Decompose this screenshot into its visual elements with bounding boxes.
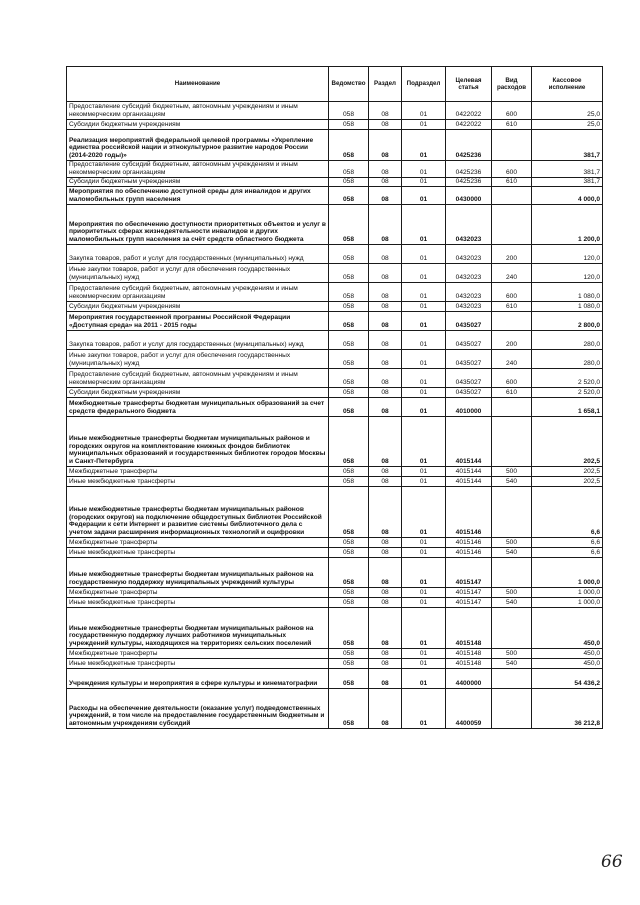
row-expense-type: 600 <box>492 102 532 120</box>
table-row <box>67 283 603 302</box>
row-target-article: 4015147 <box>446 558 492 588</box>
row-section: 08 <box>369 205 402 245</box>
budget-table-container <box>66 66 602 729</box>
row-department: 058 <box>329 331 369 350</box>
table-row <box>67 161 603 178</box>
row-expense-type: 600 <box>492 369 532 388</box>
row-section: 08 <box>369 283 402 302</box>
table-body <box>67 102 603 729</box>
row-amount: 2 520,0 <box>532 369 603 388</box>
row-subsection: 01 <box>402 369 446 388</box>
row-name: Иные межбюджетные трансферты бюджетам муниципальных районов на государственную поддержку лучших работников муниципальных учреждений культуры, находящихся на территориях сельских поселений <box>67 608 329 649</box>
budget-table <box>66 66 603 729</box>
table-row <box>67 467 603 477</box>
row-department: 058 <box>329 178 369 187</box>
row-subsection: 01 <box>402 388 446 398</box>
row-subsection: 01 <box>402 161 446 178</box>
row-department: 058 <box>329 598 369 608</box>
table-header-row <box>67 67 603 102</box>
row-department: 058 <box>329 130 369 161</box>
row-expense-type: 540 <box>492 659 532 669</box>
row-section: 08 <box>369 120 402 130</box>
row-expense-type <box>492 487 532 538</box>
row-section: 08 <box>369 417 402 467</box>
row-department: 058 <box>329 187 369 205</box>
row-name: Межбюджетные трансферты <box>67 649 329 659</box>
row-name: Иные закупки товаров, работ и услуг для обеспечения государственных (муниципальных) нужд <box>67 264 329 283</box>
table-row <box>67 369 603 388</box>
row-target-article: 4015144 <box>446 477 492 487</box>
row-subsection: 01 <box>402 608 446 649</box>
row-section: 08 <box>369 102 402 120</box>
table-row <box>67 130 603 161</box>
column-header-department: Ведомство <box>329 67 369 102</box>
row-expense-type: 540 <box>492 548 532 558</box>
row-name: Мероприятия по обеспечению доступной среды для инвалидов и других маломобильных групп населения <box>67 187 329 205</box>
row-amount: 1 000,0 <box>532 558 603 588</box>
row-expense-type: 240 <box>492 264 532 283</box>
row-section: 08 <box>369 245 402 264</box>
row-expense-type: 200 <box>492 331 532 350</box>
row-section: 08 <box>369 467 402 477</box>
column-header-subsection: Подраздел <box>402 67 446 102</box>
row-subsection: 01 <box>402 398 446 417</box>
row-target-article: 4015147 <box>446 588 492 598</box>
row-name: Закупка товаров, работ и услуг для государственных (муниципальных) нужд <box>67 331 329 350</box>
row-target-article: 0432023 <box>446 264 492 283</box>
row-department: 058 <box>329 264 369 283</box>
row-name: Мероприятия государственной программы Российской Федерации «Доступная среда» на 2011 - 2015 годы <box>67 312 329 331</box>
row-target-article: 4015144 <box>446 417 492 467</box>
row-section: 08 <box>369 178 402 187</box>
table-row <box>67 120 603 130</box>
table-row <box>67 548 603 558</box>
row-subsection: 01 <box>402 350 446 369</box>
row-expense-type <box>492 130 532 161</box>
row-name: Предоставление субсидий бюджетным, автономным учреждениям и иным некоммерческим организациям <box>67 102 329 120</box>
row-section: 08 <box>369 487 402 538</box>
row-expense-type <box>492 417 532 467</box>
row-name: Субсидии бюджетным учреждениям <box>67 178 329 187</box>
row-expense-type: 500 <box>492 588 532 598</box>
row-subsection: 01 <box>402 205 446 245</box>
row-department: 058 <box>329 350 369 369</box>
row-section: 08 <box>369 350 402 369</box>
row-amount: 450,0 <box>532 649 603 659</box>
row-subsection: 01 <box>402 245 446 264</box>
row-section: 08 <box>369 161 402 178</box>
column-header-cash-execution: Кассовое исполнение <box>532 67 603 102</box>
row-target-article: 0430000 <box>446 187 492 205</box>
row-section: 08 <box>369 369 402 388</box>
row-section: 08 <box>369 331 402 350</box>
row-expense-type: 540 <box>492 477 532 487</box>
row-target-article: 4015148 <box>446 649 492 659</box>
row-expense-type: 240 <box>492 350 532 369</box>
row-subsection: 01 <box>402 264 446 283</box>
row-expense-type: 200 <box>492 245 532 264</box>
row-name: Иные межбюджетные трансферты <box>67 548 329 558</box>
row-expense-type: 610 <box>492 388 532 398</box>
row-section: 08 <box>369 588 402 598</box>
row-expense-type: 610 <box>492 120 532 130</box>
row-name: Иные межбюджетные трансферты <box>67 477 329 487</box>
row-section: 08 <box>369 689 402 729</box>
row-section: 08 <box>369 598 402 608</box>
row-target-article: 4400000 <box>446 669 492 689</box>
row-target-article: 4400059 <box>446 689 492 729</box>
row-department: 058 <box>329 283 369 302</box>
row-department: 058 <box>329 388 369 398</box>
row-amount: 36 212,8 <box>532 689 603 729</box>
table-row <box>67 417 603 467</box>
row-department: 058 <box>329 205 369 245</box>
row-name: Мероприятия по обеспечению доступности приоритетных объектов и услуг в приоритетных сферах жизнедеятельности инвалидов и других маломобильных групп населения за счёт средств областного бюджета <box>67 205 329 245</box>
row-target-article: 4015146 <box>446 538 492 548</box>
row-name: Субсидии бюджетным учреждениям <box>67 302 329 312</box>
row-subsection: 01 <box>402 178 446 187</box>
row-target-article: 0435027 <box>446 331 492 350</box>
row-amount: 6,6 <box>532 487 603 538</box>
row-amount: 1 658,1 <box>532 398 603 417</box>
row-department: 058 <box>329 120 369 130</box>
row-subsection: 01 <box>402 669 446 689</box>
row-department: 058 <box>329 588 369 598</box>
row-name: Учреждения культуры и мероприятия в сфере культуры и кинематографии <box>67 669 329 689</box>
row-section: 08 <box>369 264 402 283</box>
row-department: 058 <box>329 417 369 467</box>
row-section: 08 <box>369 477 402 487</box>
row-target-article: 0422022 <box>446 120 492 130</box>
row-section: 08 <box>369 608 402 649</box>
row-amount: 6,6 <box>532 538 603 548</box>
row-expense-type <box>492 558 532 588</box>
row-subsection: 01 <box>402 558 446 588</box>
row-target-article: 0432023 <box>446 205 492 245</box>
row-target-article: 0432023 <box>446 245 492 264</box>
row-amount: 120,0 <box>532 264 603 283</box>
row-amount: 381,7 <box>532 130 603 161</box>
row-department: 058 <box>329 548 369 558</box>
table-row <box>67 331 603 350</box>
row-section: 08 <box>369 548 402 558</box>
table-row <box>67 102 603 120</box>
row-section: 08 <box>369 538 402 548</box>
row-amount: 280,0 <box>532 350 603 369</box>
table-row <box>67 187 603 205</box>
row-amount: 381,7 <box>532 178 603 187</box>
row-section: 08 <box>369 187 402 205</box>
row-target-article: 4015146 <box>446 548 492 558</box>
row-expense-type: 610 <box>492 178 532 187</box>
table-row <box>67 312 603 331</box>
table-row <box>67 178 603 187</box>
row-expense-type <box>492 187 532 205</box>
row-name: Межбюджетные трансферты <box>67 538 329 548</box>
row-target-article: 0435027 <box>446 369 492 388</box>
table-row <box>67 558 603 588</box>
row-expense-type <box>492 205 532 245</box>
row-amount: 2 520,0 <box>532 388 603 398</box>
table-row <box>67 598 603 608</box>
row-subsection: 01 <box>402 417 446 467</box>
row-subsection: 01 <box>402 331 446 350</box>
row-department: 058 <box>329 467 369 477</box>
row-name: Расходы на обеспечение деятельности (оказание услуг) подведомственных учреждений, в том числе на предоставление государственным бюджетным и автономным учреждениям субсидий <box>67 689 329 729</box>
row-target-article: 0432023 <box>446 302 492 312</box>
row-subsection: 01 <box>402 689 446 729</box>
row-name: Предоставление субсидий бюджетным, автономным учреждениям и иным некоммерческим организациям <box>67 283 329 302</box>
row-amount: 450,0 <box>532 608 603 649</box>
row-expense-type: 500 <box>492 538 532 548</box>
row-department: 058 <box>329 689 369 729</box>
row-department: 058 <box>329 538 369 548</box>
row-department: 058 <box>329 161 369 178</box>
row-expense-type <box>492 669 532 689</box>
row-target-article: 4015148 <box>446 659 492 669</box>
table-row <box>67 350 603 369</box>
row-expense-type: 500 <box>492 467 532 477</box>
row-target-article: 0435027 <box>446 312 492 331</box>
row-amount: 1 000,0 <box>532 588 603 598</box>
page-number: 66 <box>601 852 623 872</box>
row-name: Иные закупки товаров, работ и услуг для обеспечения государственных (муниципальных) нужд <box>67 350 329 369</box>
row-department: 058 <box>329 312 369 331</box>
row-expense-type <box>492 608 532 649</box>
row-section: 08 <box>369 669 402 689</box>
row-amount: 280,0 <box>532 331 603 350</box>
table-row <box>67 398 603 417</box>
table-row <box>67 264 603 283</box>
row-department: 058 <box>329 659 369 669</box>
row-subsection: 01 <box>402 120 446 130</box>
row-subsection: 01 <box>402 548 446 558</box>
row-amount: 2 800,0 <box>532 312 603 331</box>
row-subsection: 01 <box>402 302 446 312</box>
row-name: Реализация мероприятий федеральной целевой программы «Укрепление единства российской нации и этнокультурное развитие народов России (2014-2020 годы)» <box>67 130 329 161</box>
table-row <box>67 538 603 548</box>
row-subsection: 01 <box>402 538 446 548</box>
row-department: 058 <box>329 487 369 538</box>
column-header-target-article: Целевая статья <box>446 67 492 102</box>
row-expense-type <box>492 312 532 331</box>
table-row <box>67 689 603 729</box>
row-name: Закупка товаров, работ и услуг для государственных (муниципальных) нужд <box>67 245 329 264</box>
row-subsection: 01 <box>402 487 446 538</box>
row-name: Иные межбюджетные трансферты бюджетам муниципальных районов и городских округов на комплектование книжных фондов библиотек муниципальных образований и государственных библиотек городов Москвы и Санкт-Петербурга <box>67 417 329 467</box>
row-subsection: 01 <box>402 102 446 120</box>
table-row <box>67 302 603 312</box>
table-row <box>67 487 603 538</box>
row-section: 08 <box>369 130 402 161</box>
row-amount: 202,5 <box>532 477 603 487</box>
row-target-article: 4010000 <box>446 398 492 417</box>
column-header-expense-type: Вид расходов <box>492 67 532 102</box>
table-row <box>67 245 603 264</box>
row-name: Предоставление субсидий бюджетным, автономным учреждениям и иным некоммерческим организациям <box>67 161 329 178</box>
row-department: 058 <box>329 398 369 417</box>
row-department: 058 <box>329 669 369 689</box>
row-section: 08 <box>369 649 402 659</box>
row-amount: 1 000,0 <box>532 598 603 608</box>
row-target-article: 4015147 <box>446 598 492 608</box>
row-subsection: 01 <box>402 187 446 205</box>
table-row <box>67 608 603 649</box>
row-subsection: 01 <box>402 130 446 161</box>
row-subsection: 01 <box>402 598 446 608</box>
row-subsection: 01 <box>402 649 446 659</box>
row-name: Межбюджетные трансферты <box>67 588 329 598</box>
row-target-article: 0432023 <box>446 283 492 302</box>
row-department: 058 <box>329 608 369 649</box>
row-department: 058 <box>329 369 369 388</box>
row-target-article: 0425236 <box>446 130 492 161</box>
row-department: 058 <box>329 302 369 312</box>
row-expense-type <box>492 689 532 729</box>
row-expense-type <box>492 398 532 417</box>
row-name: Межбюджетные трансферты бюджетам муниципальных образований за счет средств федерального бюджета <box>67 398 329 417</box>
row-subsection: 01 <box>402 659 446 669</box>
table-row <box>67 388 603 398</box>
table-row <box>67 477 603 487</box>
row-section: 08 <box>369 302 402 312</box>
row-name: Иные межбюджетные трансферты <box>67 598 329 608</box>
column-header-section: Раздел <box>369 67 402 102</box>
row-amount: 202,5 <box>532 467 603 477</box>
row-subsection: 01 <box>402 283 446 302</box>
row-target-article: 4015144 <box>446 467 492 477</box>
row-department: 058 <box>329 245 369 264</box>
column-header-name: Наименование <box>67 67 329 102</box>
row-target-article: 0422022 <box>446 102 492 120</box>
row-amount: 1 080,0 <box>532 302 603 312</box>
row-expense-type: 540 <box>492 598 532 608</box>
row-name: Предоставление субсидий бюджетным, автономным учреждениям и иным некоммерческим организациям <box>67 369 329 388</box>
row-target-article: 0435027 <box>446 350 492 369</box>
row-amount: 120,0 <box>532 245 603 264</box>
row-target-article: 0435027 <box>446 388 492 398</box>
row-department: 058 <box>329 558 369 588</box>
row-subsection: 01 <box>402 477 446 487</box>
row-subsection: 01 <box>402 312 446 331</box>
row-amount: 4 000,0 <box>532 187 603 205</box>
table-row <box>67 588 603 598</box>
row-name: Иные межбюджетные трансферты бюджетам муниципальных районов (городских округов) на подключение общедоступных библиотек Российской Федерации к сети Интернет и развитие системы библиотечного дела с учетом задачи расширения информационных технологий и оцифровки <box>67 487 329 538</box>
row-amount: 25,0 <box>532 120 603 130</box>
row-amount: 6,6 <box>532 548 603 558</box>
row-name: Иные межбюджетные трансферты <box>67 659 329 669</box>
row-section: 08 <box>369 398 402 417</box>
row-amount: 202,5 <box>532 417 603 467</box>
row-subsection: 01 <box>402 588 446 598</box>
row-amount: 54 436,2 <box>532 669 603 689</box>
table-row <box>67 659 603 669</box>
row-department: 058 <box>329 477 369 487</box>
row-amount: 1 200,0 <box>532 205 603 245</box>
row-amount: 381,7 <box>532 161 603 178</box>
row-section: 08 <box>369 312 402 331</box>
row-amount: 25,0 <box>532 102 603 120</box>
row-amount: 1 080,0 <box>532 283 603 302</box>
row-target-article: 4015148 <box>446 608 492 649</box>
row-section: 08 <box>369 659 402 669</box>
row-expense-type: 600 <box>492 161 532 178</box>
row-expense-type: 600 <box>492 283 532 302</box>
row-subsection: 01 <box>402 467 446 477</box>
row-name: Межбюджетные трансферты <box>67 467 329 477</box>
row-name: Субсидии бюджетным учреждениям <box>67 388 329 398</box>
row-expense-type: 500 <box>492 649 532 659</box>
row-target-article: 0425236 <box>446 178 492 187</box>
row-section: 08 <box>369 388 402 398</box>
row-target-article: 4015146 <box>446 487 492 538</box>
row-section: 08 <box>369 558 402 588</box>
row-target-article: 0425236 <box>446 161 492 178</box>
row-department: 058 <box>329 102 369 120</box>
table-row <box>67 649 603 659</box>
table-row <box>67 669 603 689</box>
row-name: Субсидии бюджетным учреждениям <box>67 120 329 130</box>
row-amount: 450,0 <box>532 659 603 669</box>
row-expense-type: 610 <box>492 302 532 312</box>
table-row <box>67 205 603 245</box>
row-name: Иные межбюджетные трансферты бюджетам муниципальных районов на государственную поддержку муниципальных учреждений культуры <box>67 558 329 588</box>
row-department: 058 <box>329 649 369 659</box>
